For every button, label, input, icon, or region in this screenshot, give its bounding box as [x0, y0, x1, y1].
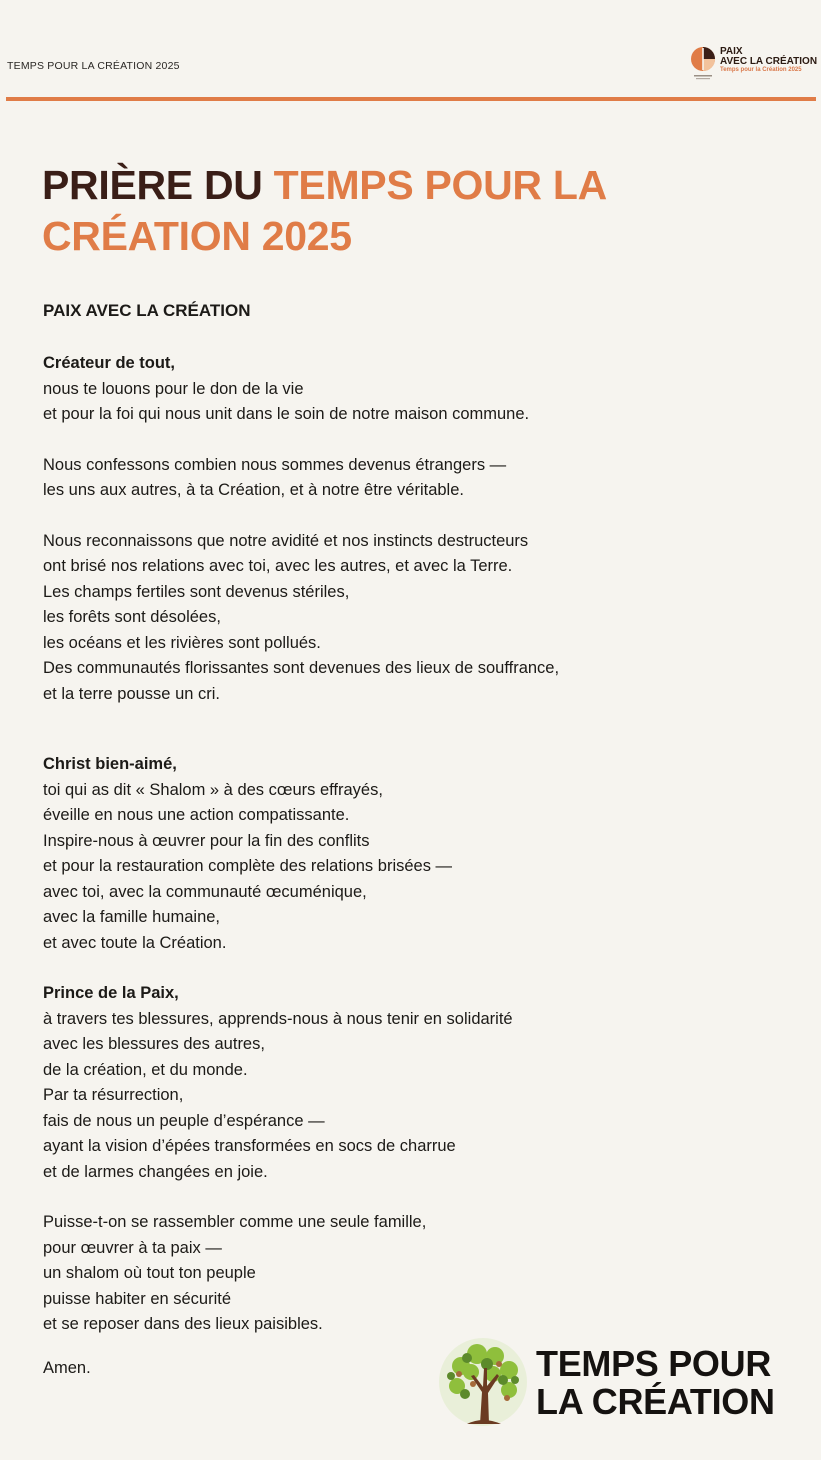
stanza-line: un shalom où tout ton peuple — [43, 1264, 256, 1282]
stanza-line: nous te louons pour le don de la vie — [43, 379, 304, 398]
stanza-line: et de larmes changées en joie. — [43, 1162, 268, 1181]
stanza-line: Créateur de tout, — [43, 354, 176, 372]
prayer-body — [43, 351, 723, 1363]
stanza-line: fais de nous un peuple d’espérance — — [43, 1111, 325, 1130]
header-label: TEMPS POUR LA CRÉATION 2025 — [7, 60, 180, 72]
stanza-line: et se reposer dans des lieux paisibles. — [43, 1315, 323, 1333]
stanza-line: Puisse-t-on se rassembler comme une seule famille, — [43, 1213, 427, 1231]
stanza-line: Prince de la Paix, — [43, 984, 179, 1002]
stanza-line: et pour la restauration complète des relations brisées — — [43, 857, 453, 875]
stanza — [43, 351, 723, 428]
stanza-line: avec la famille humaine, — [43, 908, 221, 926]
stanza-line: Des communautés florissantes sont devenues des lieux de souffrance, — [43, 659, 560, 677]
footer-logo-line2: LA CRÉATION — [536, 1381, 775, 1422]
header-divider — [6, 97, 816, 101]
stanza-line: de la création, et du monde. — [43, 1060, 248, 1079]
title-part-accent: TEMPS POUR LA CRÉATION 2025 — [42, 162, 606, 259]
season-of-creation-disc-icon — [690, 45, 718, 81]
stanza-line: éveille en nous une action compatissante. — [43, 806, 350, 824]
stanza-line: Nous confessons combien nous sommes devenus étrangers — — [43, 455, 507, 474]
stanza-line: toi qui as dit « Shalom » à des cœurs effrayés, — [43, 780, 383, 799]
stanza-line: et pour la foi qui nous unit dans le soin de notre maison commune. — [43, 405, 530, 423]
stanza-line: avec toi, avec la communauté œcuménique, — [43, 882, 367, 901]
stanza-line: ont brisé nos relations avec toi, avec les autres, et avec la Terre. — [43, 557, 513, 575]
stanza-line: puisse habiter en sécurité — [43, 1289, 232, 1308]
stanza-line: Inspire-nous à œuvrer pour la fin des conflits — [43, 831, 370, 850]
stanza — [43, 453, 723, 504]
stanza-line: les forêts sont désolées, — [43, 608, 221, 626]
header-logo-line3: Temps pour la Création 2025 — [720, 67, 802, 73]
stanza-line: Les champs fertiles sont devenus stériles, — [43, 582, 350, 601]
stanza — [43, 752, 723, 956]
stanza-line: et la terre pousse un cri. — [43, 684, 221, 703]
header-logo-line1: PAIX — [720, 46, 743, 57]
stanza — [43, 981, 723, 1185]
stanza-line: Nous reconnaissons que notre avidité et nos instincts destructeurs — [43, 531, 529, 550]
stanza-line: Christ bien-aimé, — [43, 755, 177, 773]
stanza-line: les uns aux autres, à ta Création, et à notre être véritable. — [43, 481, 464, 499]
stanza-line: et avec toute la Création. — [43, 933, 227, 952]
header-logo — [690, 44, 820, 84]
stanza-line: les océans et les rivières sont pollués. — [43, 633, 321, 652]
stanza-line: pour œuvrer à ta paix — — [43, 1238, 222, 1257]
footer-logo-line1: TEMPS POUR — [536, 1343, 772, 1384]
tree-icon — [437, 1336, 529, 1428]
stanza-line: Par ta résurrection, — [43, 1086, 184, 1104]
stanza — [43, 529, 723, 708]
title-part-dark: PRIÈRE DU — [42, 162, 263, 208]
amen-text: Amen. — [43, 1359, 91, 1377]
stanza-line: avec les blessures des autres, — [43, 1035, 265, 1053]
footer-logo — [437, 1336, 821, 1430]
header-logo-line2: AVEC LA CRÉATION — [720, 56, 818, 67]
stanza-line: à travers tes blessures, apprends-nous à nous tenir en solidarité — [43, 1009, 513, 1028]
prayer-subtitle: PAIX AVEC LA CRÉATION — [43, 301, 251, 320]
page-title — [42, 160, 782, 262]
stanza — [43, 1210, 723, 1338]
stanza-line: ayant la vision d’épées transformées en socs de charrue — [43, 1137, 456, 1155]
